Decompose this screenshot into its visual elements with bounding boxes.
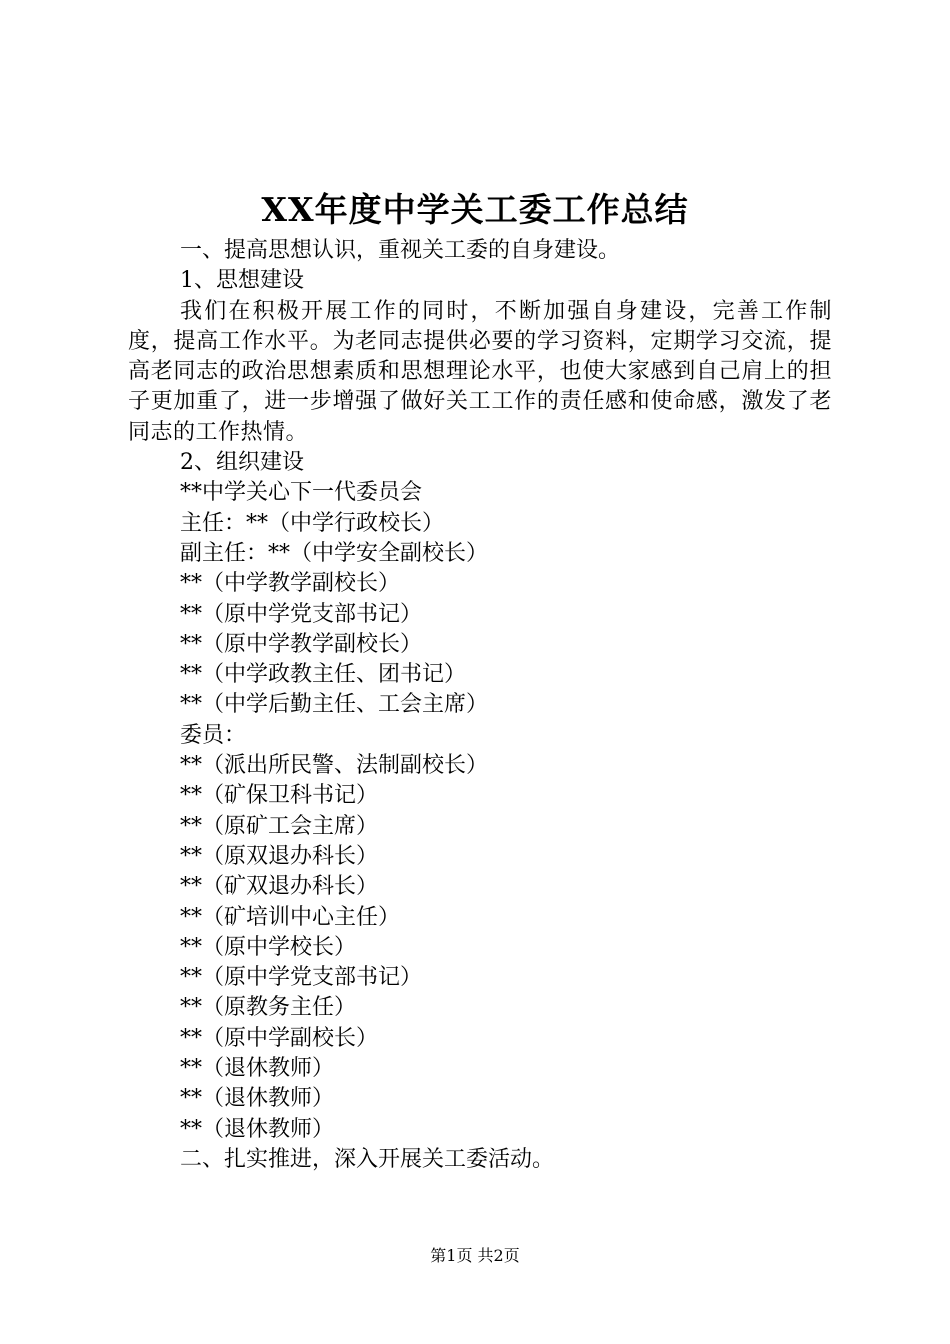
member-list-item: **（原双退办科长） <box>180 843 379 869</box>
deputy-list-item: **（中学政教主任、团书记） <box>180 662 467 688</box>
member-list-item: **（原教务主任） <box>180 995 357 1021</box>
document-title: XX年度中学关工委工作总结 <box>261 190 689 229</box>
deputy-list-item: **（原中学教学副校长） <box>180 631 423 657</box>
members-label: 委员： <box>180 722 247 748</box>
deputy-list-item: **（中学后勤主任、工会主席） <box>180 692 489 718</box>
subsection-1-heading: 1、思想建设 <box>180 268 304 294</box>
member-list-item: **（矿保卫科书记） <box>180 783 379 809</box>
deputy-list-item: **（中学教学副校长） <box>180 571 401 597</box>
member-list-item: **（矿双退办科长） <box>180 874 379 900</box>
subsection-1-paragraph: 我们在积极开展工作的同时，不断加强自身建设，完善工作制度，提高工作水平。为老同志提供必要的学习资料，定期学习交流，提高老同志的政治思想素质和思想理论水平，也使大家感到自己肩上的担子更加重了，进一步增强了做好关工工作的责任感和使命感，激发了老同志的工作热情。 <box>128 298 832 445</box>
member-list-item: **（派出所民警、法制副校长） <box>180 753 489 779</box>
member-list-item: **（退休教师） <box>180 1086 335 1112</box>
document-body <box>128 236 832 1175</box>
committee-director: 主任：**（中学行政校长） <box>180 510 445 536</box>
deputy-list-item: **（原中学党支部书记） <box>180 601 423 627</box>
section-2-heading: 二、扎实推进，深入开展关工委活动。 <box>180 1146 555 1172</box>
member-list-item: **（原中学党支部书记） <box>180 965 423 991</box>
section-1-heading: 一、提高思想认识，重视关工委的自身建设。 <box>180 238 621 263</box>
committee-deputy-director: 副主任：**（中学安全副校长） <box>180 540 489 566</box>
committee-name: **中学关心下一代委员会 <box>180 480 423 506</box>
member-list-item: **（退休教师） <box>180 1116 335 1142</box>
page-number-footer: 第1页 共2页 <box>430 1246 520 1265</box>
member-list-item: **（原矿工会主席） <box>180 813 379 839</box>
member-list-item: **（退休教师） <box>180 1056 335 1082</box>
member-list-item: **（矿培训中心主任） <box>180 904 401 930</box>
member-list-item: **（原中学校长） <box>180 934 357 960</box>
member-list-item: **（原中学副校长） <box>180 1025 379 1051</box>
subsection-2-heading: 2、组织建设 <box>180 450 304 476</box>
